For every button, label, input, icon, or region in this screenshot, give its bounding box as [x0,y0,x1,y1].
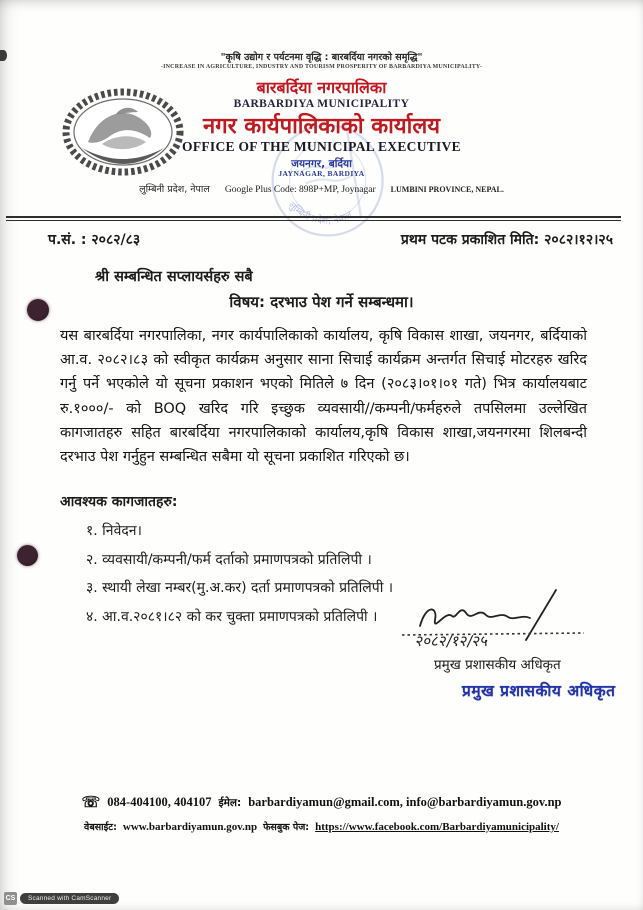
required-documents-heading: आवश्यक कागजातहरु: [60,494,178,510]
office-name-nepali: नगर कार्यपालिकाको कार्यालय [203,114,440,139]
list-item: २. व्यवसायी/कम्पनी/फर्म दर्ताको प्रमाणपत्रको प्रतिलिपी । [86,551,372,568]
handwritten-signature [398,588,608,658]
google-plus-code: Google Plus Code: 898P+MP, Joynagar [224,185,376,195]
office-name-english: OFFICE OF THE MUNICIPAL EXECUTIVE [182,139,461,154]
required-documents-list [86,517,393,631]
camscanner-label: Scanned with CamScanner [20,893,119,904]
camscanner-badge [4,892,119,905]
place-name-nepali: जयनगर, बर्दिया [291,158,352,170]
signatory-title: प्रमुख प्रशासकीय अधिकृत [434,657,561,673]
footer-web-line [0,820,643,833]
list-item: ४. आ.व.२०८१।८२ को कर चुक्ता प्रमाणपत्रको प्रतिलिपी । [86,608,378,625]
province-english: LUMBINI PROVINCE, NEPAL. [390,185,504,194]
stamp-curved-text: लुम्बिनी प्रदेश, नेपाल [286,199,354,227]
list-item: १. निवेदन। [86,523,142,539]
website-label: वेबसाईट: [84,822,117,833]
email-addresses: barbardiyamun@gmail.com, info@barbardiyamun.gov.np [248,795,562,809]
first-published-date: प्रथम पटक प्रकाशित मिति: २०८२।१२।२५ [400,232,613,248]
handwritten-date: २०८२/१२/२५ [414,632,490,650]
signatory-title-stamp: प्रमुख प्रशासकीय अधिकृत [462,682,616,700]
place-name-english: JAYNAGAR, BARDIYA [278,169,365,178]
subject-line: विषय: दरभाउ पेश गर्ने सम्बन्धमा। [229,293,414,311]
letter-body-paragraph: यस बारबर्दिया नगरपालिका, नगर कार्यपालिकाको कार्यालय, कृषि विकास शाखा, जयनगर, बर्दियाको आ.व. २०८२।८३ को स्वीकृत कार्यक्रम अनुसार साना सिचाई कार्यक्रम अन्तर्गत सिचाई मोटरहरु खरिद गर्नु पर्ने भएकोले यो सूचना प्रकाशन भएको मितिले ७ दिन (२०८३।०१।०१ गते) भित्र कार्यालयबाट रु.१०००/- को BOQ खरिद गरि इच्छुक व्यवसायी//कम्पनी/फर्महरुले तपसिलमा उल्लेखित कागजातहरु सहित बारबर्दिया नगरपालिकाको कार्यालय,कृषि विकास शाखा,जयनगरमा शिलबन्दी दरभाउ पेश गर्नुहुन सम्बन्धित सबैमा यो सूचना प्रकाशित गरिएको छ। [60,328,587,466]
facebook-url: https://www.facebook.com/Barbardiyamunicipality/ [315,820,559,833]
header-slogan-english: -INCREASE IN AGRICULTURE, INDUSTRY AND TOURISM PROSPERITY OF BARBARDIYA MUNICIPALITY- [160,64,483,70]
website-url: www.barbardiyamun.gov.np [122,820,258,833]
province-nepali: लुम्बिनी प्रदेश, नेपाल [139,184,210,195]
header-divider-rule [6,216,621,221]
phone-icon: ☏ [81,795,101,811]
header-slogan-nepali: "कृषि उद्योग र पर्यटनमा वृद्धि : बारबर्दिया नगरको समृद्धि" [220,52,423,63]
phone-numbers: 084-404100, 404107 [107,795,212,809]
email-label: ईमेल: [218,796,242,809]
camscanner-icon: CS [4,892,17,905]
municipality-name-english: BARBARDIYA MUNICIPALITY [233,98,410,110]
list-item: ३. स्थायी लेखा नम्बर(मु.अ.कर) दर्ता प्रमाणपत्रको प्रतिलिपी । [86,580,394,596]
reference-number: प.सं. : २०८२/८३ [48,232,141,248]
header-address-line [0,182,643,195]
punch-hole [17,545,38,566]
facebook-label: फेसबुक पेज: [263,822,310,833]
footer-contact-line [0,793,643,812]
municipality-name-nepali: बारबर्दिया नगरपालिका [256,78,387,97]
addressee-line: श्री सम्बन्धित सप्लायर्सहरु सबै [95,269,253,285]
